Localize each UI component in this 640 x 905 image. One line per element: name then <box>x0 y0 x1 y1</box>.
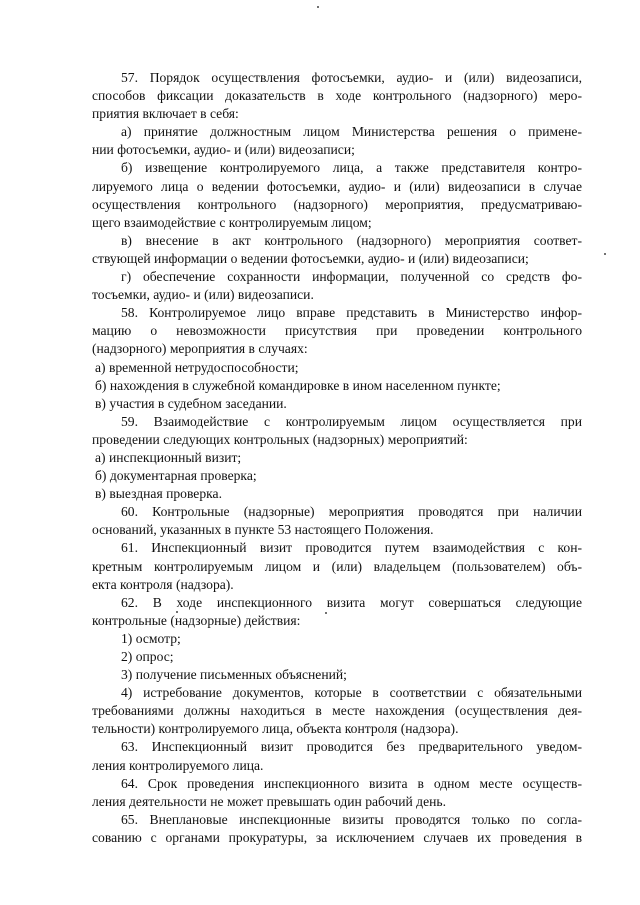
paragraph-line: мацию о невозможности присутствия при проведении контрольного <box>92 323 582 339</box>
paragraph-line: 60. Контрольные (надзорные) мероприятия проводятся при наличии <box>121 504 582 520</box>
paragraph-line: б) извещение контролируемого лица, а также представителя контро- <box>121 160 582 176</box>
paragraph-line: нии фотосъемки, аудио- и (или) видеозаписи; <box>92 142 355 158</box>
paragraph-line: 63. Инспекционный визит проводится без предварительного уведом- <box>121 739 582 755</box>
paragraph-line: а) принятие должностным лицом Министерства решения о примене- <box>121 124 582 140</box>
paragraph <box>92 449 582 467</box>
paragraph-line: г) обеспечение сохранности информации, полученной со средств фо- <box>121 269 582 285</box>
paragraph-line: ления контролируемого лица. <box>92 757 264 773</box>
paragraph-line: проведении следующих контрольных (надзорных) мероприятий: <box>92 431 468 447</box>
paragraph-line: щего взаимодействие с контролируемым лицом; <box>92 214 372 230</box>
paragraph <box>92 359 582 377</box>
scan-speck <box>317 6 319 8</box>
paragraph-line: б) нахождения в служебной командировке в ином населенном пункте; <box>95 377 501 393</box>
paragraph <box>92 594 582 630</box>
paragraph-line: 57. Порядок осуществления фотосъемки, аудио- и (или) видеозаписи, <box>121 70 582 85</box>
paragraph-line: (надзорного) мероприятия в случаях: <box>92 341 308 357</box>
paragraph-line: 59. Взаимодействие с контролируемым лицом осуществляется при <box>121 413 582 429</box>
paragraph <box>92 630 582 648</box>
paragraph <box>92 413 582 449</box>
document-body <box>92 69 582 847</box>
paragraph-line: 1) осмотр; <box>121 630 181 646</box>
paragraph-line: 61. Инспекционный визит проводится путем взаимодействия с кон- <box>121 540 582 556</box>
paragraph-line: екта контроля (надзора). <box>92 576 234 592</box>
paragraph-line: оснований, указанных в пункте 53 настоящего Положения. <box>92 522 434 538</box>
paragraph-line: 2) опрос; <box>121 649 174 664</box>
paragraph <box>92 377 582 395</box>
paragraph-line: в) участия в судебном заседании. <box>95 395 287 411</box>
paragraph <box>92 69 582 123</box>
paragraph-line: а) инспекционный визит; <box>95 449 242 465</box>
paragraph-line: 3) получение письменных объяснений; <box>121 667 347 683</box>
paragraph-line: ления деятельности не может превышать один рабочий день. <box>92 793 447 809</box>
paragraph-line: тосъемки, аудио- и (или) видеозаписи. <box>92 287 314 303</box>
paragraph-line: требованиями должны находиться в месте нахождения (осуществления дея- <box>92 703 582 719</box>
paragraph <box>92 539 582 593</box>
paragraph <box>92 485 582 503</box>
paragraph <box>92 304 582 358</box>
paragraph-line: способов фиксации доказательств в ходе контрольного (надзорного) меро- <box>92 88 582 104</box>
paragraph <box>92 648 582 666</box>
paragraph-line: тельности) контролируемого лица, объекта контроля (надзора). <box>92 721 459 737</box>
scan-speck <box>604 253 606 255</box>
paragraph <box>92 775 582 811</box>
paragraph-line: лируемого лица о ведении фотосъемки, аудио- и (или) видеозаписи в случае <box>92 178 582 194</box>
paragraph <box>92 268 582 304</box>
paragraph <box>92 666 582 684</box>
paragraph-line: б) документарная проверка; <box>95 468 257 484</box>
paragraph-line: осуществления контрольного (надзорного) мероприятия, предусматриваю- <box>92 196 582 212</box>
paragraph <box>92 503 582 539</box>
paragraph-line: контрольные (надзорные) действия: <box>92 612 301 628</box>
paragraph <box>92 467 582 485</box>
paragraph-line: 64. Срок проведения инспекционного визита в одном месте осуществ- <box>121 775 582 791</box>
paragraph-line: ствующей информации о ведении фотосъемки, аудио- и (или) видеозаписи; <box>92 250 529 266</box>
paragraph-line: а) временной нетрудоспособности; <box>95 359 299 375</box>
paragraph <box>92 232 582 268</box>
paragraph <box>92 395 582 413</box>
paragraph-line: приятия включает в себя: <box>92 106 239 122</box>
paragraph <box>92 738 582 774</box>
paragraph-line: в) внесение в акт контрольного (надзорного) мероприятия соответ- <box>121 232 582 248</box>
paragraph <box>92 811 582 847</box>
paragraph-line: 65. Внеплановые инспекционные визиты проводятся только по согла- <box>121 811 582 827</box>
paragraph <box>92 159 582 231</box>
paragraph-line: кретным контролируемым лицом и (или) владельцем (пользователем) объ- <box>92 558 582 574</box>
paragraph <box>92 684 582 738</box>
paragraph-line: 4) истребование документов, которые в соответствии с обязательными <box>121 685 582 701</box>
paragraph <box>92 123 582 159</box>
paragraph-line: 62. В ходе инспекционного визита могут совершаться следующие <box>121 594 582 610</box>
paragraph-line: в) выездная проверка. <box>95 486 222 502</box>
paragraph-line: 58. Контролируемое лицо вправе представить в Министерство инфор- <box>121 305 582 321</box>
paragraph-line: сованию с органами прокуратуры, за исключением случаев их проведения в <box>92 829 582 845</box>
